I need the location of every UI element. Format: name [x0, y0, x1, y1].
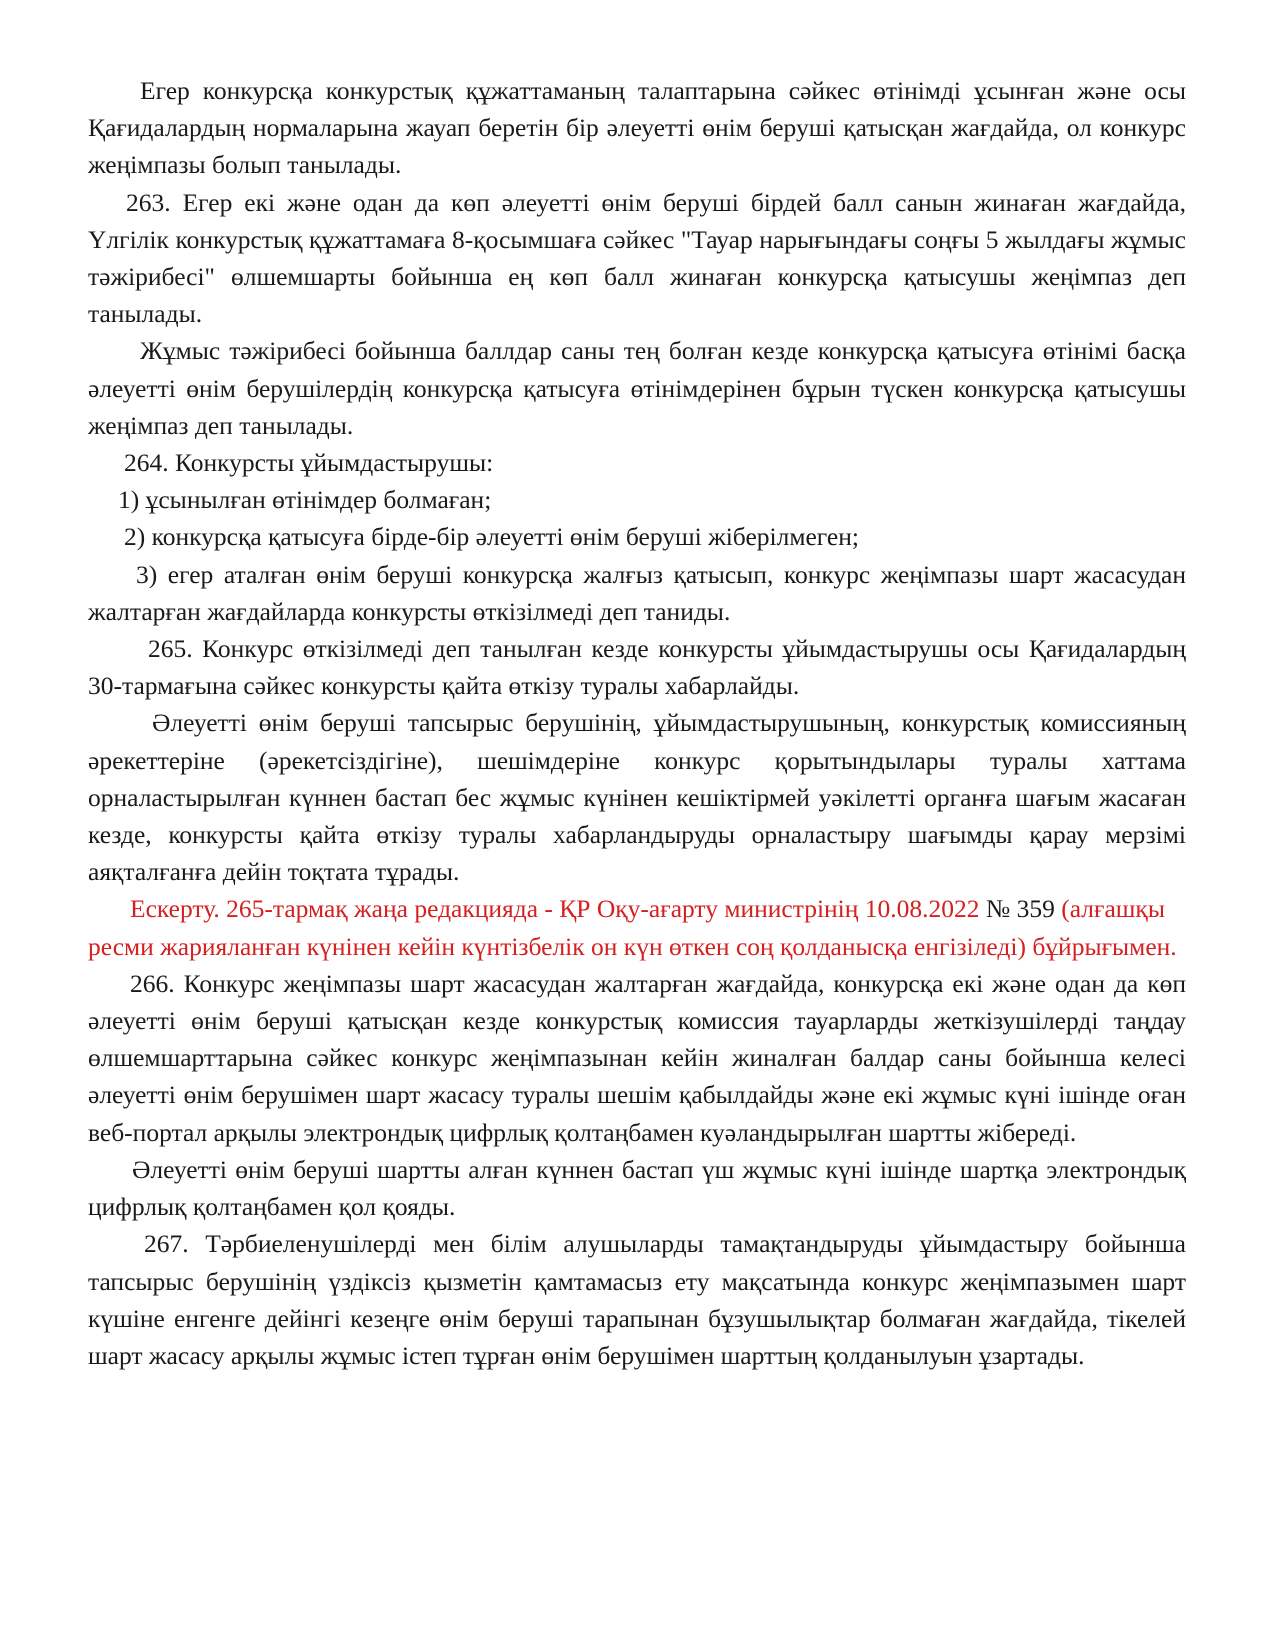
list-item-264-2: 2) конкурсқа қатысуға бірде-бір әлеуетті өнім беруші жіберілмеген; [124, 522, 859, 552]
document-page [88, 72, 1186, 1374]
amendment-note [88, 890, 1186, 964]
amendment-note-text: Ескерту. 265-тармақ жаңа редакцияда - ҚР Оқу-ағарту министрінің 10.08.2022 [130, 894, 980, 924]
paragraph-263: 263. Егер екі және одан да көп әлеуетті өнім беруші бірдей балл санын жинаған жағдайда, Үлгілік конкурстық құжаттамаға 8-қосымшаға сәйкес "Тауар нарығындағы соңғы 5 жылдағы жұмыс тәжірибесі" өлшемшарты бойынша ең көп балл жинаған конкурсқа қатысушы жеңімпаз деп танылады. [88, 187, 1186, 329]
list-item-264-1: 1) ұсынылған өтінімдер болмаған; [118, 485, 492, 515]
paragraph-265-continued: Әлеуетті өнім беруші тапсырыс берушінің, ұйымдастырушының, конкурстық комиссияның әрекеттеріне (әрекетсіздігіне), шешімдеріне конкурс қорытындылары туралы хаттама орналастырылған күннен бастап бес жұмыс күнінен кешіктірмей уәкілетті органға шағым жасаған кезде, конкурсты қайта өткізу туралы хабарландыруды орналастыру шағымды қарау мерзімі аяқталғанға дейін тоқтата тұрады. [88, 708, 1186, 887]
amendment-order-number: № 359 [979, 894, 1062, 924]
paragraph-266: 266. Конкурс жеңімпазы шарт жасасудан жалтарған жағдайда, конкурсқа екі және одан да көп әлеуетті өнім беруші қатысқан кезде конкурстық комиссия тауарларды жеткізушілерді таңдау өлшемшарттарына сәйкес конкурс жеңімпазынан кейін жиналған балдар саны бойынша келесі әлеуетті өнім берушімен шарт жасасу туралы шешім қабылдайды және екі жұмыс күні ішінде оған веб-портал арқылы электрондық цифрлық қолтаңбамен куәландырылған шартты жібереді. [88, 968, 1186, 1147]
amendment-note-effect: (алғашқы ресми жарияланған күнінен кейін күнтізбелік он күн өткен соң қолданысқа енгізіледі) бұйрығымен. [88, 894, 1177, 961]
paragraph-263-continued: Жұмыс тәжірибесі бойынша баллдар саны тең болған кезде конкурсқа қатысуға өтінімі басқа әлеуетті өнім берушілердің конкурсқа қатысуға өтінімдерінен бұрын түскен конкурсқа қатысушы жеңімпаз деп танылады. [88, 336, 1186, 440]
paragraph-266-continued: Әлеуетті өнім беруші шартты алған күннен бастап үш жұмыс күні ішінде шартқа электрондық цифрлық қолтаңбамен қол қояды. [88, 1154, 1186, 1222]
paragraph-265: 265. Конкурс өткізілмеді деп танылған кезде конкурсты ұйымдастырушы осы Қағидалардың 30-тармағына сәйкес конкурсты қайта өткізу туралы хабарлайды. [88, 634, 1186, 701]
paragraph-267: 267. Тәрбиеленушілерді мен білім алушыларды тамақтандыруды ұйымдастыру бойынша тапсырыс берушінің үздіксіз қызметін қамтамасыз ету мақсатында конкурс жеңімпазымен шарт күшіне енгенге дейінгі кезеңге өнім беруші тарапынан бұзушылықтар болмаған жағдайда, тікелей шарт жасасу арқылы жұмыс істеп тұрған өнім берушімен шарттың қолданылуын ұзартады. [88, 1229, 1186, 1370]
list-item-264-3: 3) егер аталған өнім беруші конкурсқа жалғыз қатысып, конкурс жеңімпазы шарт жасасудан жалтарған жағдайларда конкурсты өткізілмеді деп таниды. [88, 559, 1186, 626]
paragraph-intro: Егер конкурсқа конкурстық құжаттаманың талаптарына сәйкес өтінімді ұсынған және осы Қағидалардың нормаларына жауап беретін бір әлеуетті өнім беруші қатысқан жағдайда, ол конкурс жеңімпазы болып танылады. [88, 76, 1186, 180]
paragraph-264: 264. Конкурсты ұйымдастырушы: [124, 448, 494, 478]
